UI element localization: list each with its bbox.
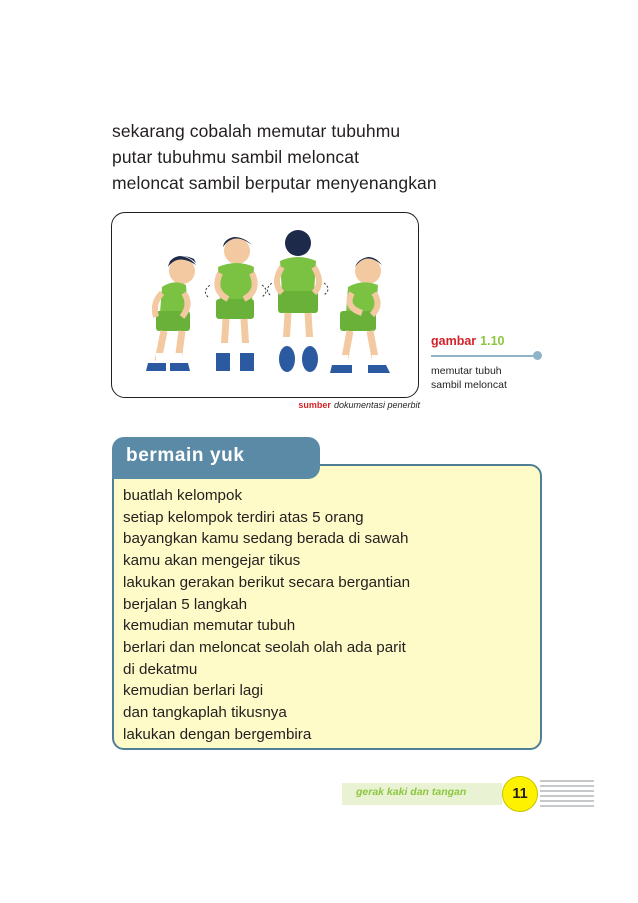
caption-label: gambar (431, 334, 477, 348)
activity-line: lakukan gerakan berikut secara bergantian (123, 573, 411, 591)
activity-line: dan tangkaplah tikusnya (123, 704, 287, 722)
activity-line: berjalan 5 langkah (123, 595, 248, 613)
activity-line: di dekatmu (123, 660, 198, 678)
activity-line: lakukan dengan bergembira (123, 725, 312, 743)
caption-title (431, 334, 541, 348)
activity-line: kamu akan mengejar tikus (123, 552, 301, 570)
activity-line: kemudian berlari lagi (123, 682, 264, 700)
activity-line: kemudian memutar tubuh (123, 617, 296, 635)
image-source (230, 400, 420, 410)
source-label: sumber (298, 400, 331, 410)
footer-stripes (540, 780, 594, 808)
footer-chapter-title: gerak kaki dan tangan (356, 786, 467, 798)
figure-illustration (111, 212, 419, 398)
boy-figure-3 (267, 230, 328, 372)
activity-line: setiap kelompok terdiri atas 5 orang (123, 508, 364, 526)
activity-line: buatlah kelompok (123, 487, 243, 504)
activity-line: berlari dan meloncat seolah olah ada parit (123, 638, 406, 656)
activity-title: bermain yuk (126, 445, 245, 466)
activity-tab (112, 437, 320, 479)
figure-caption (431, 334, 541, 391)
boy-figure-1 (146, 256, 196, 371)
caption-line: sambil meloncat (431, 379, 507, 391)
page-number: 11 (502, 776, 538, 812)
caption-description (431, 364, 541, 392)
caption-divider (431, 355, 535, 357)
intro-line: sekarang cobalah memutar tubuhmu (112, 121, 401, 141)
activity-instructions (123, 485, 533, 745)
caption-line: memutar tubuh (431, 365, 502, 377)
boy-figure-4 (330, 257, 390, 373)
caption-dot (533, 351, 542, 360)
boy-figure-2 (205, 237, 266, 371)
activity-line: bayangkan kamu sedang berada di sawah (123, 530, 409, 548)
intro-text (112, 118, 532, 196)
intro-line: meloncat sambil berputar menyenangkan (112, 173, 437, 193)
jumping-boy-illustration (112, 213, 418, 397)
caption-number: 1.10 (480, 334, 505, 348)
intro-line: putar tubuhmu sambil meloncat (112, 147, 360, 167)
source-text: dokumentasi penerbit (333, 400, 420, 410)
